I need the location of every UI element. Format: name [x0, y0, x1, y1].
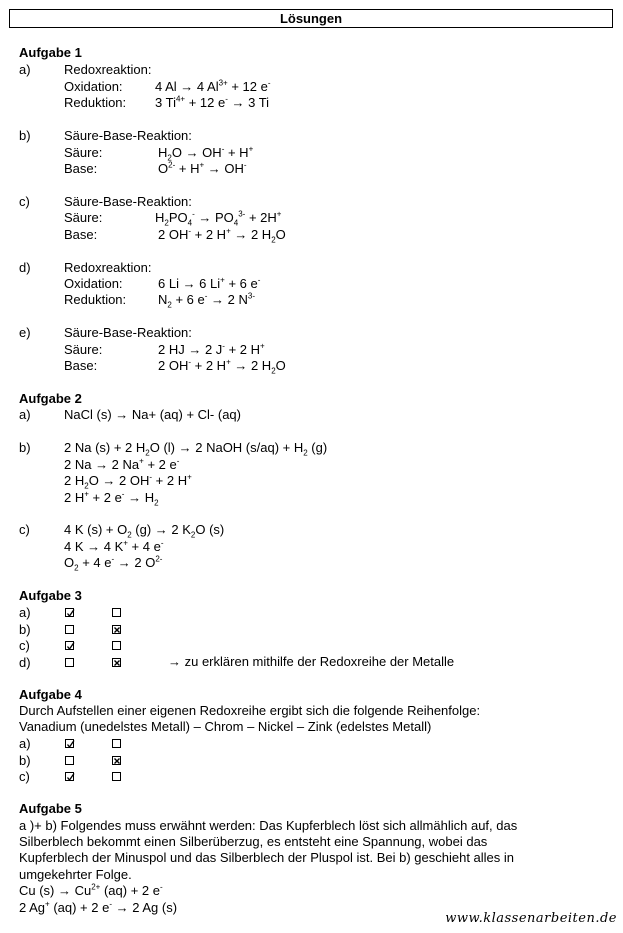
a3-d-note: → zu erklären mithilfe der Redoxreihe der Metalle	[168, 654, 455, 669]
aufgabe2-heading: Aufgabe 2	[19, 391, 82, 406]
aufgabe5-heading: Aufgabe 5	[19, 801, 82, 816]
a1-b-letter: b)	[19, 128, 31, 143]
a4-row-1-second-checkbox[interactable]	[112, 756, 121, 765]
a1-e-label1: Säure:	[64, 342, 103, 357]
a3-row-3-first-checkbox[interactable]	[65, 658, 74, 667]
a1-e-eq2: 2 OH- + 2 H+ → 2 $H_2O$	[158, 357, 286, 376]
a1-b-label2: Base:	[64, 161, 98, 176]
a1-b-type: Säure-Base-Reaktion:	[64, 128, 192, 143]
aufgabe4-heading: Aufgabe 4	[19, 687, 82, 702]
a3-row-1-first-checkbox[interactable]	[65, 625, 74, 634]
a3-row-2-first-checkbox[interactable]	[65, 641, 74, 650]
a2-c-eq1: 4 K $(s) + O_2$ (g) → 2 $K_2O$ (s)	[64, 522, 225, 540]
a3-row-0-letter: a)	[19, 605, 31, 620]
a1-b-eq2: $O^{2-} + H^+ \to OH^-$	[158, 160, 247, 176]
a1-d-eq1: 6 Li → 6 Li+ + 6 e-	[158, 275, 261, 291]
a1-c-type: Säure-Base-Reaktion:	[64, 194, 192, 209]
a5-line2: Silberblech bekommt einen Silberüberzug, es entsteht eine Spannung, wobei das	[19, 834, 488, 849]
a5-line3: Kupferblech der Minuspol und das Silberblech der Pluspol ist. Bei b) geschieht alles in	[19, 850, 515, 865]
a2-b-eq1: 2 Na (s) + 2 $H_2O$ (l) → 2 NaOH $(s/aq) + H_2$ (g)	[64, 440, 328, 458]
a4-row-2-first-checkbox[interactable]	[65, 772, 74, 781]
a1-c-letter: c)	[19, 194, 30, 209]
a1-c-label2: Base:	[64, 227, 98, 242]
a5-line1: a )+ b) Folgendes muss erwähnt werden: Das Kupferblech löst sich allmählich auf, das	[19, 818, 518, 833]
a4-row-0-second-checkbox[interactable]	[112, 739, 121, 748]
a3-row-3-second-checkbox[interactable]	[112, 658, 121, 667]
a1-d-type: Redoxreaktion:	[64, 260, 152, 275]
a4-text2: Vanadium (unedelstes Metall) – Chrom – Nickel – Zink (edelstes Metall)	[19, 719, 432, 734]
aufgabe1-heading: Aufgabe 1	[19, 45, 82, 60]
a4-row-0-first-checkbox[interactable]	[65, 739, 74, 748]
a1-a-eq2: 3 $Ti^{4+} + 12$ e- → 3 Ti	[155, 94, 270, 110]
a3-row-1-letter: b)	[19, 621, 31, 637]
a4-row-1-letter: b)	[19, 752, 31, 768]
a2-b-eq3: 2 $H_2O \to 2$ OH- + 2 H+	[64, 472, 192, 491]
a4-row-0-letter: a)	[19, 736, 31, 751]
a5-eq1: Cu $(s) \to Cu^{2+}$ (aq) + 2 e-	[19, 882, 163, 898]
a2-c-eq3: $O_2 + 4$ e- → 2 $O^{2-}$	[64, 554, 163, 573]
aufgabe3-heading: Aufgabe 3	[19, 588, 82, 603]
a5-eq2: 2 Ag+ (aq) + 2 e- → 2 Ag (s)	[19, 899, 178, 915]
a4-row-2-letter: c)	[19, 769, 30, 784]
a3-row-2-second-checkbox[interactable]	[112, 641, 121, 650]
a3-row-2-letter: c)	[19, 638, 30, 653]
a2-c-eq2: 4 K → 4 K+ + 4 e-	[64, 538, 164, 554]
a3-row-0-second-checkbox[interactable]	[112, 608, 121, 617]
a1-c-eq1: $H_2PO_4^- \to PO_4^{3-} + 2H^+$	[155, 209, 282, 228]
a1-c-eq2: 2 OH- + 2 H+ → 2 $H_2O$	[158, 226, 286, 245]
a4-row-1-first-checkbox[interactable]	[65, 756, 74, 765]
a1-b-eq1: $H_2O \to OH^- + H^+$	[158, 144, 254, 163]
a5-line4: umgekehrter Folge.	[19, 867, 132, 882]
a2-b-eq4: 2 H+ + 2 $e^- \to H_2$	[64, 489, 159, 508]
a1-a-eq1: 4 Al → 4 $Al^{3+} + 12$ e-	[155, 78, 271, 94]
watermark: www.klassenarbeiten.de	[445, 911, 617, 926]
a2-b-eq2: 2 Na → 2 Na+ + 2 e-	[64, 456, 180, 472]
a4-text1: Durch Aufstellen einer eigenen Redoxreihe ergibt sich die folgende Reihenfolge:	[19, 703, 481, 718]
a1-a-type: Redoxreaktion:	[64, 62, 152, 77]
a1-d-label1: Oxidation:	[64, 276, 123, 291]
a4-row-2-second-checkbox[interactable]	[112, 772, 121, 781]
a1-a-letter: a)	[19, 62, 31, 77]
a2-a-letter: a)	[19, 407, 31, 422]
a1-d-eq2: $N_2 + 6$ e- → 2 $N^{3-}$	[158, 291, 255, 310]
a3-row-3-letter: d)	[19, 654, 31, 670]
a1-a-label1: Oxidation:	[64, 79, 123, 94]
a3-row-0-first-checkbox[interactable]	[65, 608, 74, 617]
a1-a-label2: Reduktion:	[64, 95, 127, 110]
a3-row-1-second-checkbox[interactable]	[112, 625, 121, 634]
a1-e-type: Säure-Base-Reaktion:	[64, 325, 192, 340]
a2-c-letter: c)	[19, 522, 30, 537]
a2-b-letter: b)	[19, 440, 31, 455]
a1-c-label1: Säure:	[64, 210, 103, 225]
a1-e-eq1: 2 HJ → 2 J- + 2 H+	[158, 341, 265, 357]
a2-a-eq: NaCl (s) → Na+ (aq) + Cl- (aq)	[64, 407, 241, 422]
a1-d-label2: Reduktion:	[64, 292, 127, 307]
a1-e-letter: e)	[19, 325, 31, 340]
a1-e-label2: Base:	[64, 358, 98, 373]
a1-b-label1: Säure:	[64, 145, 103, 160]
a1-d-letter: d)	[19, 260, 31, 275]
page-title: Lösungen	[9, 9, 613, 28]
